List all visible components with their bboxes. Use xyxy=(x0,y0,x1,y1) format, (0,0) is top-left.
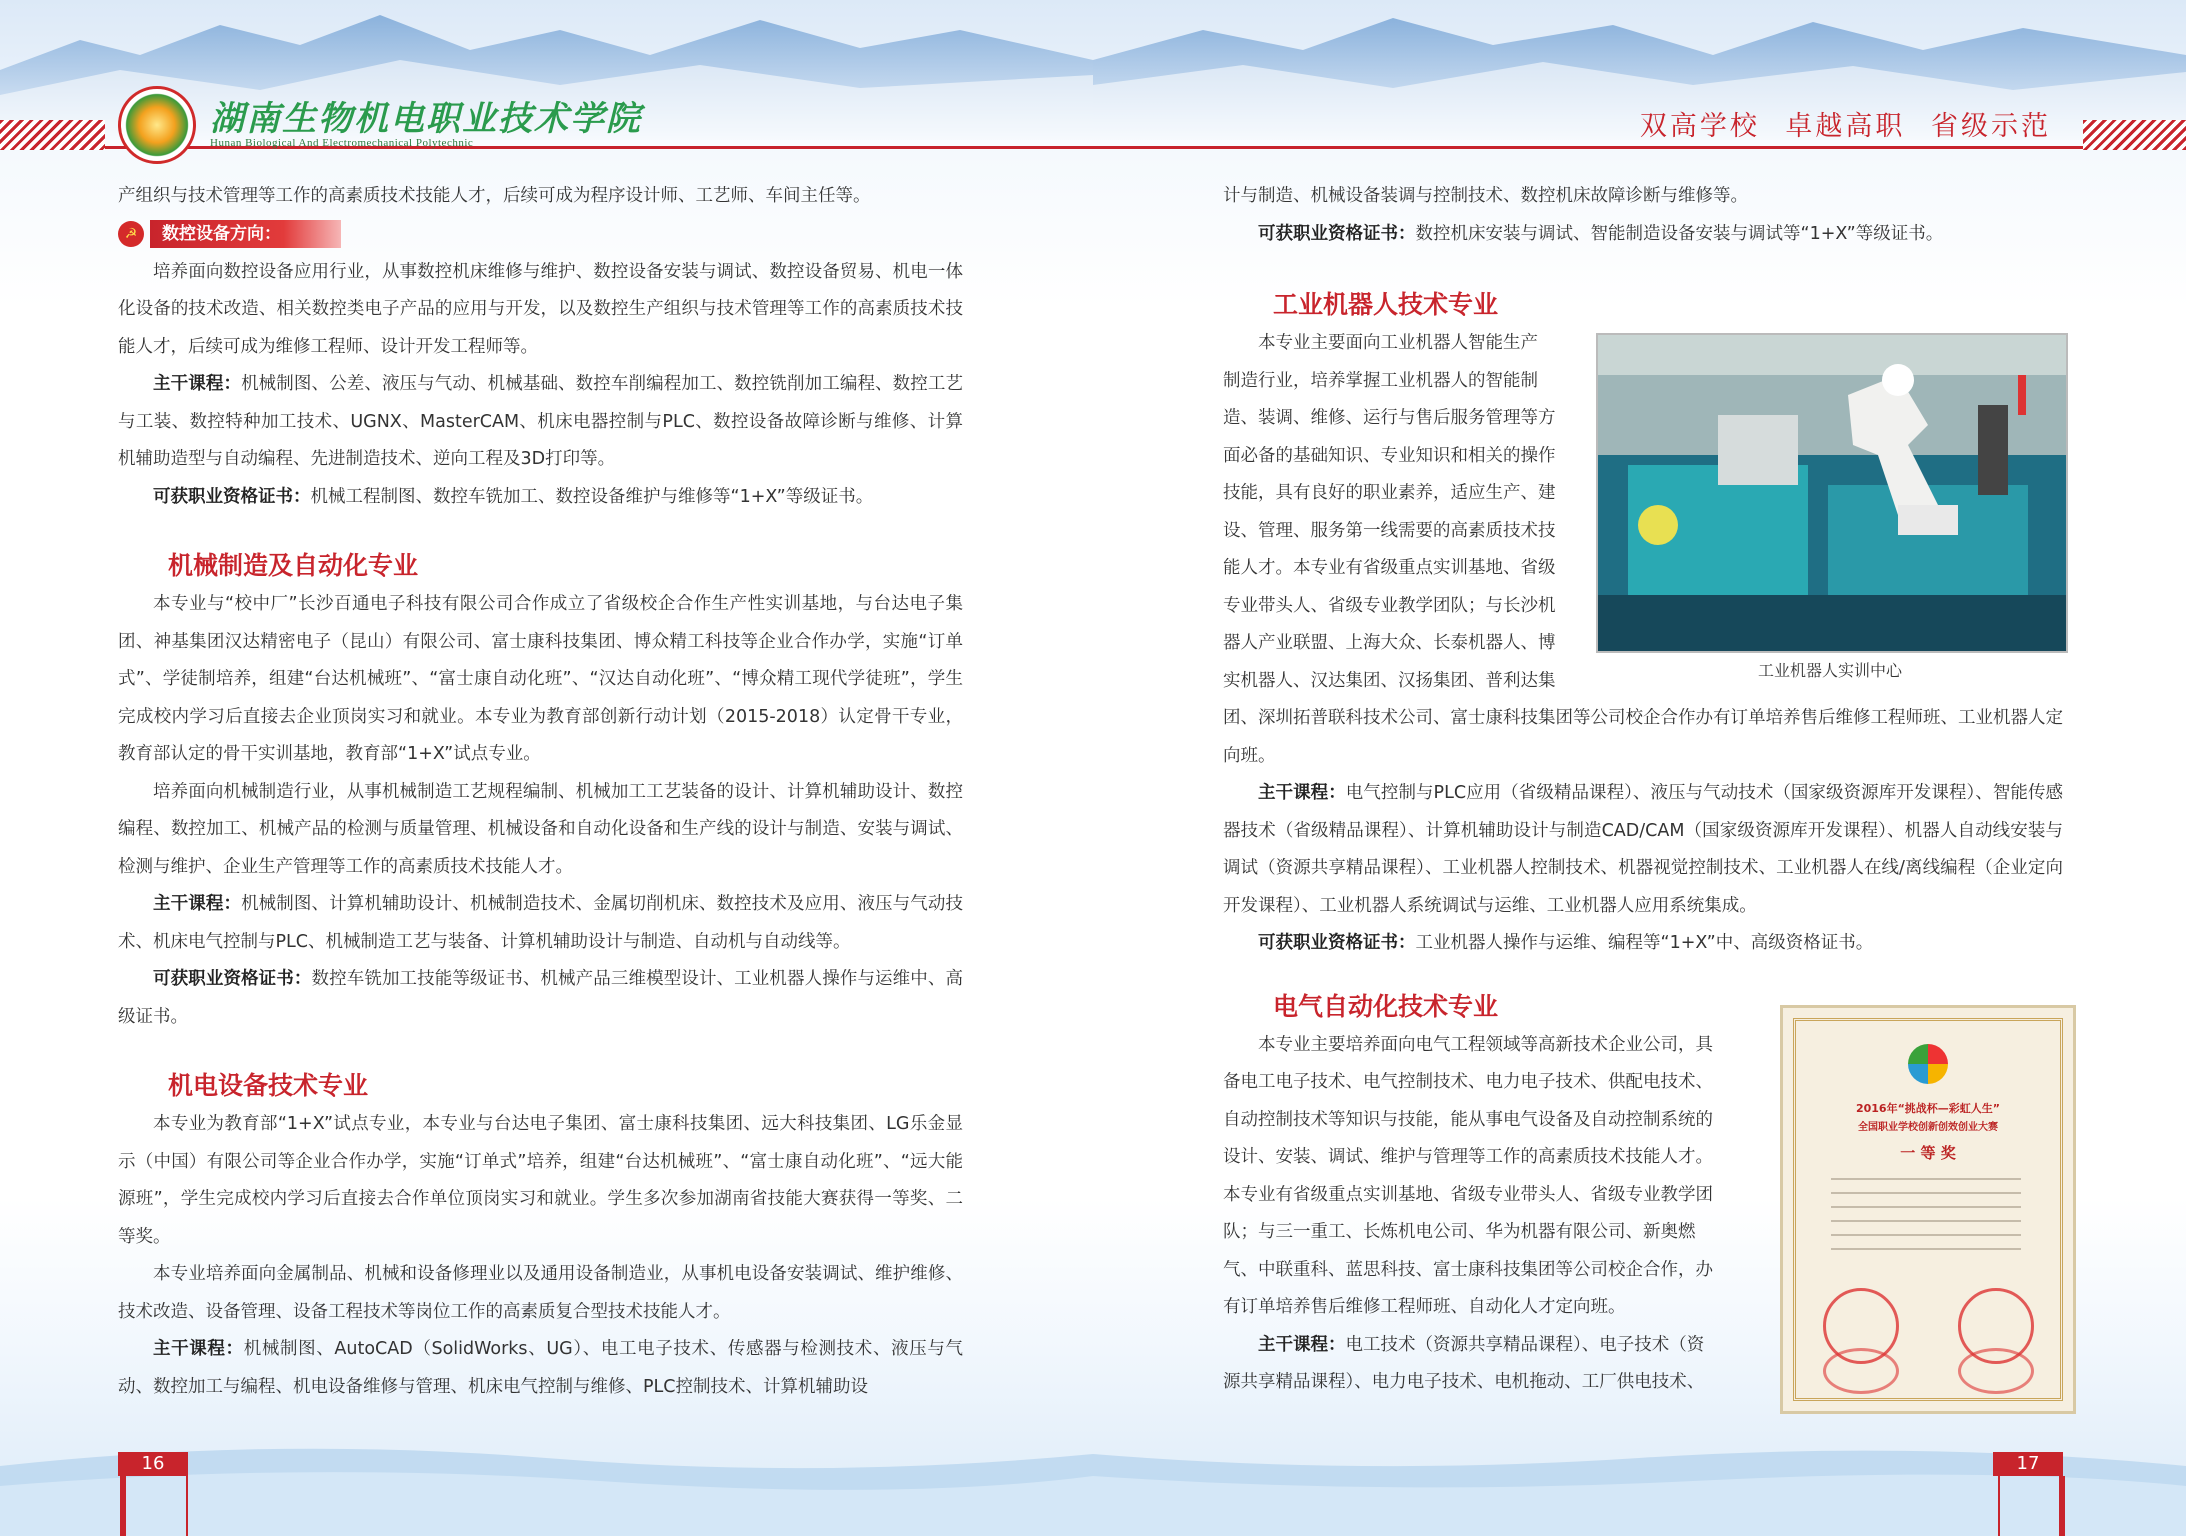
right-page xyxy=(1093,0,2186,1536)
footer-red-line xyxy=(1998,1476,2000,1536)
seal-icon xyxy=(1958,1348,2034,1394)
courses-text: 机械制图、AutoCAD（SolidWorks、UG）、电工电子技术、传感器与检测技术、液压与气动、数控加工与编程、机电设备维修与管理、机床电气控制与维修、PLC控制技术、计算机辅助设 xyxy=(118,1339,964,1397)
robot-line: 制造行业，培养掌握工业机器人的智能制 xyxy=(1223,370,1538,391)
cert-label: 可获职业资格证书： xyxy=(1258,223,1416,244)
robot-cert xyxy=(1223,925,2063,963)
school-emblem-icon xyxy=(118,86,196,164)
mountain-background xyxy=(1093,0,2186,180)
certificate-title-1: 2016年“挑战杯—彩虹人生” xyxy=(1855,1102,2001,1115)
mech-auto-courses xyxy=(118,886,963,961)
mech-elec-p2: 本专业培养面向金属制品、机械和设备修理业以及通用设备制造业，从事机电设备安装调试、维护维修、技术改造、设备管理、设备工程技术等岗位工作的高素质复合型技术技能人才。 xyxy=(118,1264,963,1322)
robot-line: 设、管理、服务第一线需要的高素质技术技 xyxy=(1223,520,1556,541)
robot-courses xyxy=(1223,775,2063,925)
cnc-desc: 培养面向数控设备应用行业，从事数控机床维修与维护、数控设备安装与调试、数控设备贸易、机电一体化设备的技术改造、相关数控类电子产品的应用与开发，以及数控生产组织与技术管理等工作的高素质技术技能人才，后续可成为维修工程师、设计开发工程师等。 xyxy=(118,261,963,357)
robot-line: 能人才。本专业有省级重点实训基地、省级 xyxy=(1223,558,1556,578)
seal-icon xyxy=(1823,1348,1899,1394)
party-emblem-icon: ☭ xyxy=(118,221,144,247)
intro-line: 产组织与技术管理等工作的高素质技术技能人才，后续可成为程序设计师、工艺师、车间主任等。 xyxy=(118,186,871,206)
mech-auto-p1: 本专业与“校中厂”长沙百通电子科技有限公司合作成立了省级校企合作生产性实训基地，与台达电子集团、神基集团汉达精密电子（昆山）有限公司、富士康科技集团、博众精工科技等企业合作办学，实施“订单式”、学徒制培养，组建“台达机械班”、“富士康自动化班”、“汉达自动化班”、“博众精工现代学徒班”，学生完成校内学习后直接去企业顶岗实习和就业。本专业为教育部创新行动计划（2015-2018）认定骨干专业，教育部认定的骨干实训基地，教育部“1+X”试点专业。 xyxy=(118,594,963,764)
header-stripe xyxy=(2083,120,2186,150)
header-rule xyxy=(1093,146,2083,149)
cert-text: 机械工程制图、数控车铣加工、数控设备维护与维修等“1+X”等级证书。 xyxy=(310,486,874,507)
mech-auto-cert xyxy=(118,961,963,1036)
cnc-direction-label: 数控设备方向： xyxy=(150,220,341,248)
courses-label: 主干课程： xyxy=(1258,1334,1346,1355)
mech-elec-courses xyxy=(118,1331,963,1406)
major-title-electric: 电气自动化技术专业 xyxy=(1273,991,1499,1021)
footer-red-bar xyxy=(120,1476,126,1536)
slogan: 双高学校 卓越高职 省级示范 xyxy=(1639,111,2051,142)
electric-line: 有订单培养售后维修工程师班、自动化人才定向班。 xyxy=(1223,1297,1626,1317)
robot-line: 造、装调、维修、运行与售后服务管理等方 xyxy=(1223,408,1556,428)
electric-line: 设计、安装、调试、维护与管理等工作的高素质技术技能人才。 xyxy=(1223,1147,1713,1167)
robot-p1-column xyxy=(1223,325,1593,700)
page-number-right: 17 xyxy=(1993,1452,2063,1476)
major-title-mech-auto: 机械制造及自动化专业 xyxy=(168,551,419,580)
electric-line: 自动控制技术等知识与技能，能从事电气设备及自动控制系统的 xyxy=(1223,1109,1713,1130)
page-number-left: 16 xyxy=(118,1452,188,1476)
cnc-direction-tag xyxy=(118,218,963,250)
cert-text: 工业机器人操作与运维、编程等“1+X”中、高级资格证书。 xyxy=(1415,933,1874,953)
robot-p1-tail: 团、深圳拓普联科技术公司、富士康科技集团等公司校企合作办有订单培养售后维修工程师班、工业机器人定向班。 xyxy=(1223,708,2063,766)
cert-label: 可获职业资格证书： xyxy=(1258,933,1416,953)
courses-text: 电气控制与PLC应用（省级精品课程）、液压与气动技术（国家级资源库开发课程）、智能传感器技术（省级精品课程）、计算机辅助设计与制造CAD/CAM（国家级资源库开发课程）、机器人自动线安装与调试（资源共享精品课程）、工业机器人控制技术、机器视觉控制技术、工业机器人在线/离线编程（企业定向开发课程）、工业机器人系统调试与运维、工业机器人应用系统集成。 xyxy=(1223,783,2063,916)
electric-courses-line xyxy=(1223,1327,1753,1365)
courses-text: 机械制图、公差、液压与气动、机械基础、数控车削编程加工、数控铣削加工编程、数控工艺与工装、数控特种加工技术、UGNX、MasterCAM、机床电器控制与PLC、数控设备故障诊断与维修、计算机辅助造型与自动编程、先进制造技术、逆向工程及3D打印等。 xyxy=(118,374,964,469)
school-logo-block xyxy=(118,86,642,164)
courses-label: 主干课程： xyxy=(153,894,242,914)
award-certificate-image xyxy=(1780,1005,2076,1414)
cert-label: 可获职业资格证书： xyxy=(153,486,311,507)
mech-auto-p2: 培养面向机械制造行业，从事机械制造工艺规程编制、机械加工工艺装备的设计、计算机辅助设计、数控编程、数控加工、机械产品的检测与质量管理、机械设备和自动化设备和生产线的设计与制造、安装与调试、检测与维护、企业生产管理等工作的高素质技术技能人才。 xyxy=(118,781,963,877)
courses-label: 主干课程： xyxy=(153,1339,244,1359)
electric-line: 备电工电子技术、电气控制技术、电力电子技术、供配电技术、 xyxy=(1223,1072,1713,1092)
robot-photo-caption: 工业机器人实训中心 xyxy=(1757,661,1902,680)
robot-line: 技能，具有良好的职业素养，适应生产、建 xyxy=(1223,483,1556,503)
electric-line: 气、中联重科、蓝思科技、富士康科技集团等公司校企合作，办 xyxy=(1223,1259,1713,1280)
certificate-award: 一 等 奖 xyxy=(1900,1144,1956,1162)
robot-line: 实机器人、汉达集团、汉扬集团、普利达集 xyxy=(1223,670,1556,691)
major-title-robot: 工业机器人技术专业 xyxy=(1273,290,1499,319)
certificate-title-2: 全国职业学校创新创效创业大赛 xyxy=(1858,1122,1998,1133)
top-line: 计与制造、机械设备装调与控制技术、数控机床故障诊断与维修等。 xyxy=(1223,186,1748,206)
courses-label: 主干课程： xyxy=(1258,783,1346,803)
cert-label: 可获职业资格证书： xyxy=(153,969,312,989)
robot-line: 专业带头人、省级专业教学团队；与长沙机 xyxy=(1223,595,1556,616)
courses-label: 主干课程： xyxy=(153,374,242,394)
electric-line: 本专业主要培养面向电气工程领域等高新技术企业公司，具 xyxy=(1258,1034,1713,1055)
major-title-mech-elec: 机电设备技术专业 xyxy=(168,1071,369,1100)
certificate-text-lines xyxy=(1831,1178,2021,1258)
mech-elec-p1: 本专业为教育部“1+X”试点专业，本专业与台达电子集团、富士康科技集团、远大科技集团、LG乐金显示（中国）有限公司等企业合作办学，实施“订单式”培养，组建“台达机械班”、“富士康自动化班”、“远大能源班”，学生完成校内学习后直接去合作单位顶岗实习和就业。学生多次参加湖南省技能大赛获得一等奖、二等奖。 xyxy=(118,1114,963,1247)
footer-red-line xyxy=(186,1476,188,1536)
cnc-cert xyxy=(118,479,963,517)
robot-line: 本专业主要面向工业机器人智能生产 xyxy=(1258,333,1538,353)
robot-line: 器人产业联盟、上海大众、长泰机器人、博 xyxy=(1223,633,1556,653)
header-stripe xyxy=(0,120,105,150)
cert-text: 数控车铣加工技能等级证书、机械产品三维模型设计、工业机器人操作与运维中、高级证书。 xyxy=(118,969,963,1027)
robot-training-photo xyxy=(1596,333,2068,653)
footer-red-bar xyxy=(2059,1476,2065,1536)
left-content xyxy=(118,178,963,1406)
courses-text: 机械制图、计算机辅助设计、机械制造技术、金属切削机床、数控技术及应用、液压与气动技术、机床电气控制与PLC、机械制造工艺与装备、计算机辅助设计与制造、自动机与自动线等。 xyxy=(118,894,964,952)
electric-line: 队；与三一重工、长炼机电公司、华为机器有限公司、新奥燃 xyxy=(1223,1222,1696,1242)
contest-logo-icon xyxy=(1908,1044,1948,1084)
electric-column xyxy=(1223,1027,1753,1402)
school-name-cn: 湖南生物机电职业技术学院 xyxy=(210,99,642,139)
footer-wave xyxy=(1093,1436,2186,1536)
robot-line: 面必备的基础知识、专业知识和相关的操作 xyxy=(1223,445,1556,466)
top-cert xyxy=(1223,216,2063,254)
school-name-en: Hunan Biological And Electromechanical Polytechnic xyxy=(210,137,474,149)
electric-courses-line: 源共享精品课程）、电力电子技术、电机拖动、工厂供电技术、 xyxy=(1223,1372,1705,1392)
courses-text: 电工技术（资源共享精品课程）、电子技术（资 xyxy=(1345,1334,1705,1355)
electric-line: 本专业有省级重点实训基地、省级专业带头人、省级专业教学团 xyxy=(1223,1184,1713,1205)
cnc-courses xyxy=(118,366,963,479)
footer-wave xyxy=(0,1436,1093,1536)
cert-text: 数控机床安装与调试、智能制造设备安装与调试等“1+X”等级证书。 xyxy=(1415,223,1944,244)
